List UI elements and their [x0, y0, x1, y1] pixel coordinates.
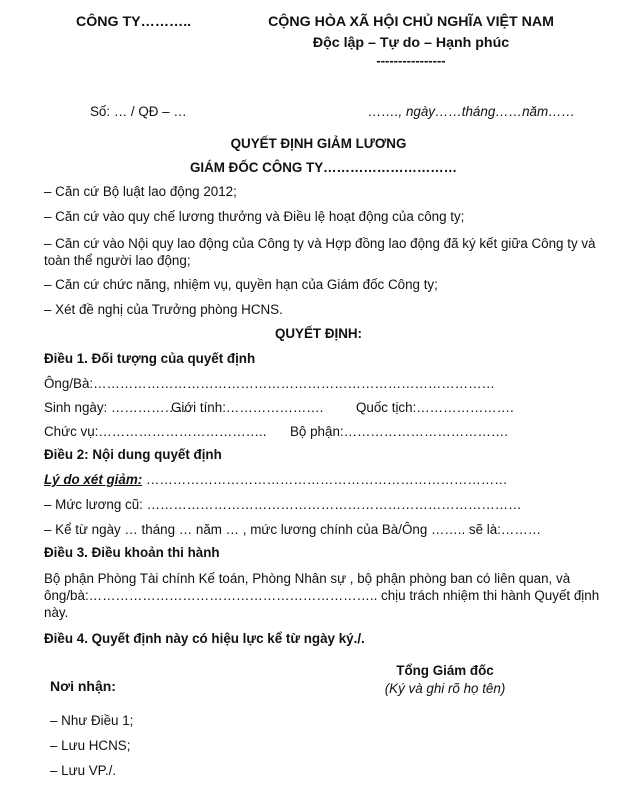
basis-item: – Căn cứ chức năng, nhiệm vụ, quyền hạn của Giám đốc Công ty;: [44, 277, 438, 292]
reason-dots: ………………………………………………………………………: [142, 472, 508, 487]
signature-note: (Ký và ghi rõ họ tên): [384, 681, 506, 696]
recipients-heading: Nơi nhận:: [50, 678, 116, 694]
recipient-item: – Lưu VP./.: [50, 763, 117, 778]
basis-item: – Căn cứ vào quy chế lương thưởng và Điều lệ hoạt động của công ty;: [44, 209, 465, 224]
position-field: Chức vụ:………………………………..: [44, 424, 267, 439]
decision-number: Số: … / QĐ – …: [90, 104, 187, 119]
basis-item: – Xét đề nghị của Trưởng phòng HCNS.: [44, 302, 283, 317]
dob-field: Sinh ngày: ………………: [44, 400, 192, 415]
date-prefix: ……., ngày: [368, 104, 435, 119]
basis-item: – Căn cứ Bộ luật lao động 2012;: [44, 184, 237, 199]
article-4-text: . Quyết định này có hiệu lực kể từ ngày ký./.: [84, 631, 365, 646]
article-4-prefix: Điều 4: [44, 631, 85, 646]
article-2-heading: Điều 2: Nội dung quyết định: [44, 447, 222, 462]
article-4: [44, 631, 365, 646]
date-month: ……tháng: [434, 104, 496, 119]
nationality-field: Quốc tịch:………………….: [356, 400, 514, 415]
new-salary-field: – Kể từ ngày … tháng … năm … , mức lương chính của Bà/Ông …….. sẽ là:………: [44, 522, 542, 537]
decision-date: [368, 104, 575, 119]
department-field: Bộ phận:……………………………….: [290, 424, 509, 439]
header-divider: ----------------: [376, 53, 446, 68]
motto: Độc lập – Tự do – Hạnh phúc: [312, 35, 510, 51]
reason-line: [44, 472, 508, 487]
signature-title: Tổng Giám đốc: [396, 663, 494, 678]
reason-label: Lý do xét giảm:: [44, 472, 143, 487]
article-3-body: Bộ phận Phòng Tài chính Kế toán, Phòng Nhân sự , bộ phận phòng ban có liên quan, và ông/bà:……………………………………………………….. chịu trách nhiệm thi hành Quyết định này.: [44, 571, 600, 620]
employee-name-field: Ông/Bà:………………………………………………………………………………: [44, 376, 495, 391]
issuer-title: GIÁM ĐỐC CÔNG TY…………………………: [190, 160, 458, 175]
decision-heading: QUYẾT ĐỊNH:: [274, 326, 363, 341]
article-1-heading: Điều 1. Đối tượng của quyết định: [44, 351, 256, 366]
old-salary-field: – Mức lương cũ: …………………………………………………………………………: [44, 497, 522, 512]
date-end: ……: [548, 104, 575, 119]
basis-item: – Căn cứ vào Nội quy lao động của Công ty và Hợp đồng lao động đã ký kết giữa Công ty và toàn thể người lao động;: [44, 236, 596, 268]
recipient-item: – Như Điều 1;: [50, 713, 134, 728]
nation-title: CỘNG HÒA XÃ HỘI CHỦ NGHĨA VIỆT NAM: [268, 14, 554, 30]
gender-field: Giới tính:………………….: [171, 400, 324, 415]
date-year: ……năm: [495, 104, 549, 119]
recipient-item: – Lưu HCNS;: [50, 738, 131, 753]
document-title: QUYẾT ĐỊNH GIẢM LƯƠNG: [230, 136, 407, 151]
company-name: CÔNG TY………..: [76, 14, 192, 30]
article-3-heading: Điều 3. Điều khoản thi hành: [44, 545, 220, 560]
